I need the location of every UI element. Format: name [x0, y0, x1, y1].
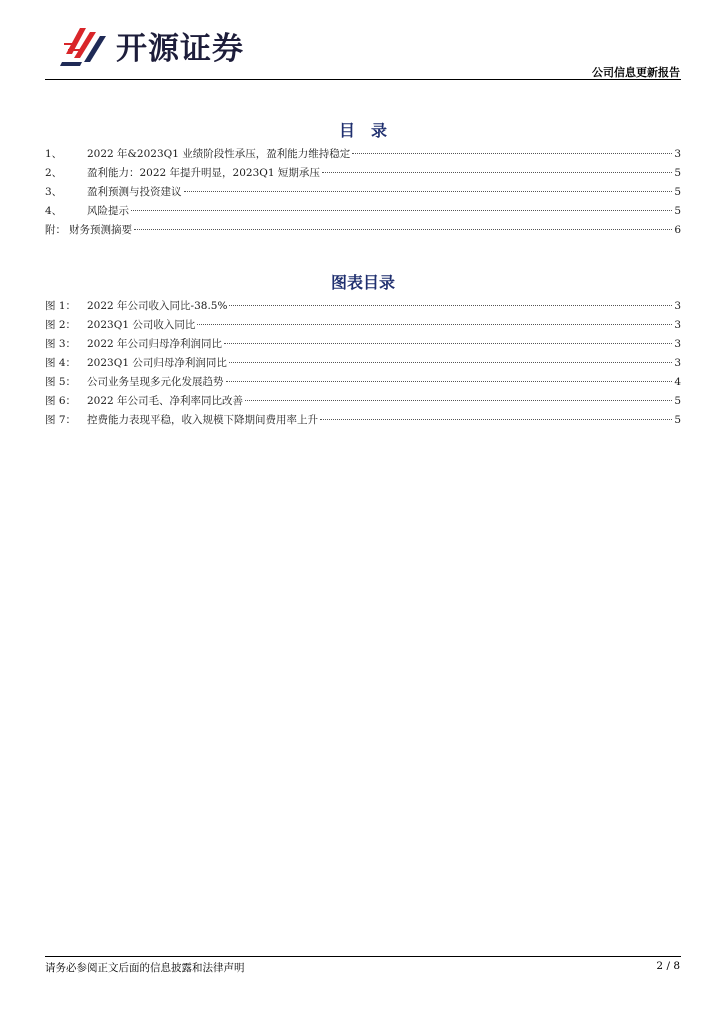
page-number: 2 / 8 — [656, 960, 680, 972]
figure-item-label[interactable]: 2023Q1 公司收入同比 — [87, 319, 196, 331]
figures-list — [45, 298, 681, 431]
figure-item-number: 图 6： — [45, 395, 77, 407]
brand-logo — [60, 22, 244, 68]
dot-leader — [322, 172, 672, 173]
toc-item[interactable] — [45, 184, 681, 203]
figure-item-page[interactable]: 3 — [674, 338, 681, 350]
toc-item-number: 2、 — [45, 167, 63, 179]
figure-item[interactable] — [45, 393, 681, 412]
figure-item-number: 图 4： — [45, 357, 77, 369]
figure-item-number: 图 1： — [45, 300, 77, 312]
figure-item-page[interactable]: 5 — [674, 395, 681, 407]
dot-leader — [197, 324, 672, 325]
footer-divider — [45, 956, 681, 957]
dot-leader — [224, 343, 672, 344]
figure-item-label[interactable]: 2023Q1 公司归母净利润同比 — [87, 357, 227, 369]
figures-title: 图表目录 — [330, 273, 395, 292]
toc-title: 目 录 — [338, 121, 387, 140]
figure-item-label[interactable]: 公司业务呈现多元化发展趋势 — [87, 376, 224, 388]
figure-item-page[interactable]: 5 — [674, 414, 681, 426]
figure-item-label[interactable]: 2022 年公司归母净利润同比 — [87, 338, 223, 350]
toc-list — [45, 146, 681, 241]
figure-item[interactable] — [45, 412, 681, 431]
figure-item-label[interactable]: 控费能力表现平稳，收入规模下降期间费用率上升 — [87, 414, 318, 426]
figure-item-page[interactable]: 4 — [674, 376, 681, 388]
toc-item-label[interactable]: 财务预测摘要 — [69, 224, 132, 236]
brand-name: 开源证券 — [116, 30, 244, 67]
toc-item-number: 附： — [45, 224, 66, 236]
figure-item-label[interactable]: 2022 年公司毛、净利率同比改善 — [87, 395, 244, 407]
toc-item-label[interactable]: 2022 年&2023Q1 业绩阶段性承压，盈利能力维持稳定 — [87, 148, 351, 160]
kaiyuan-logo-icon — [60, 22, 110, 68]
toc-item-page[interactable]: 5 — [674, 205, 681, 217]
figure-item[interactable] — [45, 374, 681, 393]
toc-item[interactable] — [45, 165, 681, 184]
figure-item-number: 图 3： — [45, 338, 77, 350]
toc-item-label[interactable]: 风险提示 — [87, 205, 129, 217]
dot-leader — [131, 210, 672, 211]
dot-leader — [352, 153, 672, 154]
figure-item-number: 图 5： — [45, 376, 77, 388]
figure-item-number: 图 7： — [45, 414, 77, 426]
dot-leader — [229, 305, 672, 306]
figure-item-page[interactable]: 3 — [674, 300, 681, 312]
dot-leader — [134, 229, 672, 230]
dot-leader — [245, 400, 672, 401]
figure-item[interactable] — [45, 298, 681, 317]
figure-item[interactable] — [45, 317, 681, 336]
figure-item-number: 图 2： — [45, 319, 77, 331]
toc-item[interactable] — [45, 146, 681, 165]
figure-item-page[interactable]: 3 — [674, 357, 681, 369]
toc-item[interactable] — [45, 203, 681, 222]
toc-item-number: 3、 — [45, 186, 63, 198]
report-type: 公司信息更新报告 — [592, 66, 680, 79]
toc-item-page[interactable]: 5 — [674, 167, 681, 179]
dot-leader — [184, 191, 673, 192]
toc-item-number: 4、 — [45, 205, 63, 217]
figure-item[interactable] — [45, 355, 681, 374]
toc-item[interactable] — [45, 222, 681, 241]
toc-item-page[interactable]: 6 — [674, 224, 681, 236]
toc-item-page[interactable]: 3 — [674, 148, 681, 160]
toc-item-page[interactable]: 5 — [674, 186, 681, 198]
header-divider — [45, 79, 681, 80]
disclaimer-note: 请务必参阅正文后面的信息披露和法律声明 — [45, 962, 245, 974]
figure-item-page[interactable]: 3 — [674, 319, 681, 331]
dot-leader — [320, 419, 672, 420]
figure-item[interactable] — [45, 336, 681, 355]
toc-item-number: 1、 — [45, 148, 63, 160]
dot-leader — [229, 362, 672, 363]
toc-item-label[interactable]: 盈利能力：2022 年提升明显，2023Q1 短期承压 — [87, 167, 320, 179]
dot-leader — [226, 381, 673, 382]
figure-item-label[interactable]: 2022 年公司收入同比-38.5% — [87, 300, 228, 312]
toc-item-label[interactable]: 盈利预测与投资建议 — [87, 186, 182, 198]
